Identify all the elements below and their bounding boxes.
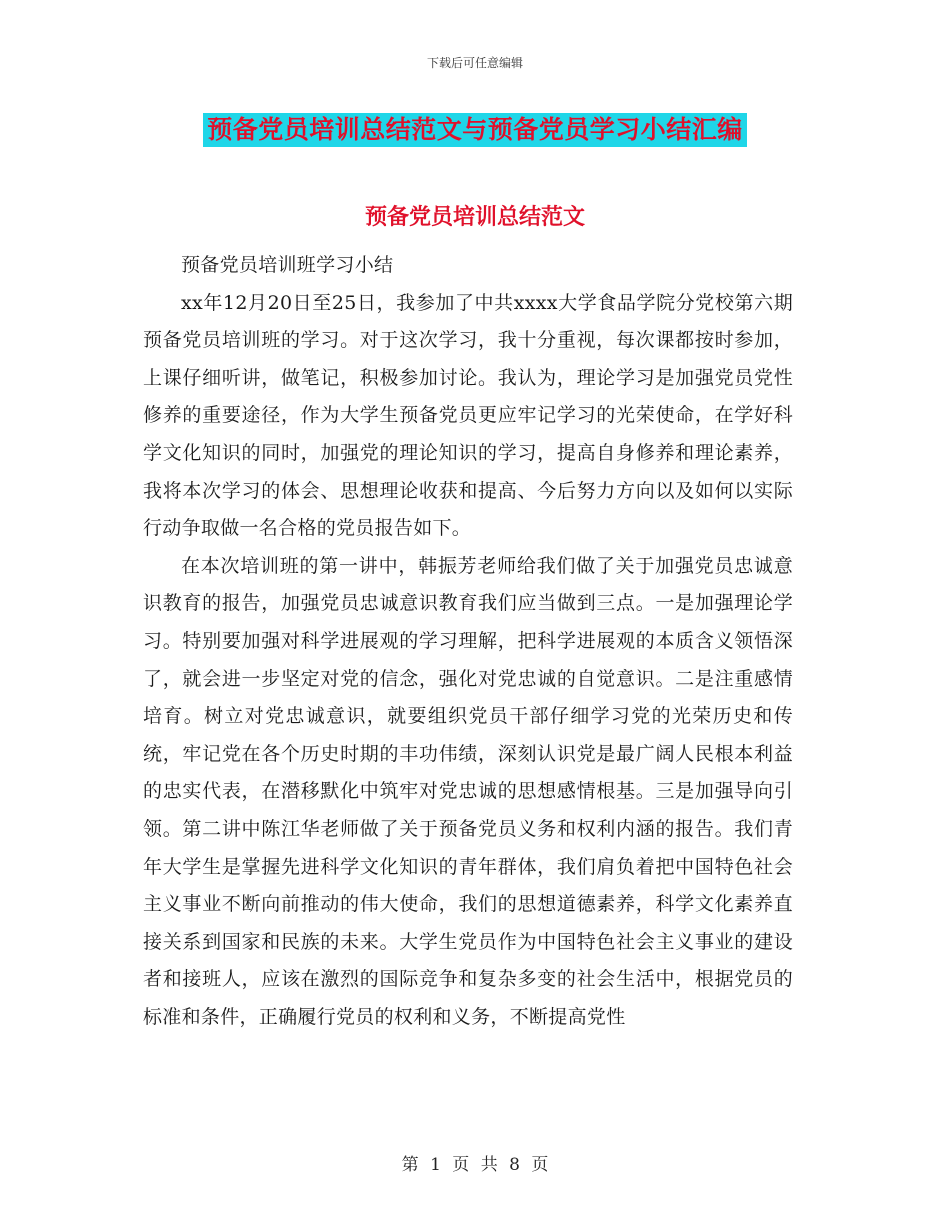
paragraph-heading: 预备党员培训班学习小结	[181, 254, 394, 276]
document-title-text: 预备党员培训总结范文与预备党员学习小结汇编	[203, 113, 747, 147]
page-header-note: 下载后可任意编辑	[426, 56, 523, 70]
paragraph: 在本次培训班的第一讲中，韩振芳老师给我们做了关于加强党员忠诚意识教育的报告，加强党员忠诚意识教育我们应当做到三点。一是加强理论学习。特别要加强对科学进展观的学习理解，把科学进展观的本质含义领悟深了，就会进一步坚定对党的信念，强化对党忠诚的自觉意识。二是注重感情培育。树立对党忠诚意识，就要组织党员干部仔细学习党的光荣历史和传统，牢记党在各个历史时期的丰功伟绩，深刻认识党是最广阔人民根本利益的忠实代表，在潜移默化中筑牢对党忠诚的思想感情根基。三是加强导向引领。第二讲中陈江华老师做了关于预备党员义务和权利内涵的报告。我们青年大学生是掌握先进科学文化知识的青年群体，我们肩负着把中国特色社会主义事业不断向前推动的伟大使命，我们的思想道德素养，科学文化素养直接关系到国家和民族的未来。大学生党员作为中国特色社会主义事业的建设者和接班人，应该在激烈的国际竞争和复杂多变的社会生活中，根据党员的标准和条件，正确履行党员的权利和义务，不断提高党性	[143, 554, 793, 1028]
section-title: 预备党员培训总结范文	[364, 204, 585, 230]
document-title	[0, 113, 950, 147]
paragraph: xx年12月20日至25日，我参加了中共xxxx大学食品学院分党校第六期预备党员培训班的学习。对于这次学习，我十分重视，每次课都按时参加，上课仔细听讲，做笔记，积极参加讨论。我认为，理论学习是加强党员党性修养的重要途径，作为大学生预备党员更应牢记学习的光荣使命，在学好科学文化知识的同时，加强党的理论知识的学习，提高自身修养和理论素养，我将本次学习的体会、思想理论收获和提高、今后努力方向以及如何以实际行动争取做一名合格的党员报告如下。	[143, 291, 793, 540]
body-text	[143, 247, 793, 1036]
page-footer: 第 1 页 共 8 页	[401, 1155, 549, 1175]
